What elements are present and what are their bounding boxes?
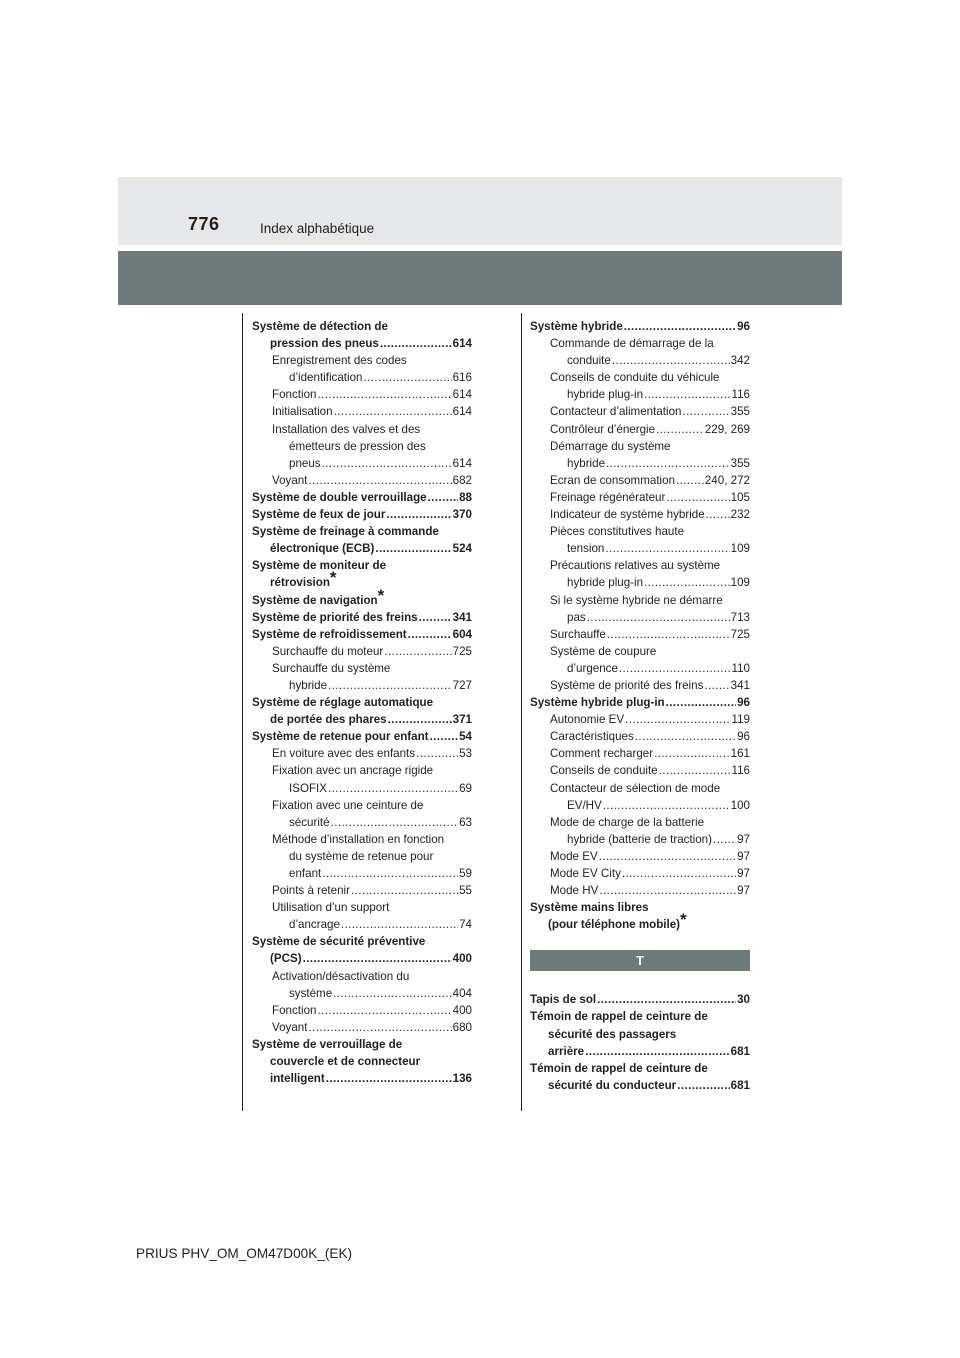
- index-subentry: Précautions relatives au système: [550, 559, 721, 573]
- index-subentry: Démarrage du système: [550, 439, 671, 453]
- index-subentry: hybride plug-in ..... 109: [530, 574, 750, 591]
- index-column-right: [530, 318, 750, 1094]
- index-subentry: Freinage régénérateur ..... 105: [530, 489, 750, 506]
- index-subentry: pneus ..... 614: [252, 455, 472, 472]
- index-subentry: Indicateur de système hybride ..... 232: [530, 506, 750, 523]
- index-subentry: sécurité ..... 63: [252, 814, 472, 831]
- index-subentry: hybride ..... 355: [530, 455, 750, 472]
- index-subentry: tension ..... 109: [530, 540, 750, 557]
- header-dark-band: [118, 251, 842, 305]
- index-subentry: d’ancrage ..... 74: [252, 916, 472, 933]
- index-subentry: Mode EV City ..... 97: [530, 865, 750, 882]
- index-entry: couvercle et de connecteur: [270, 1055, 421, 1069]
- index-entry: Système de détection de: [252, 320, 388, 333]
- index-entry: Système de refroidissement ..... 604: [252, 626, 472, 643]
- index-entry: de portée des phares ..... 371: [252, 711, 472, 728]
- index-subentry: Contacteur d’alimentation ..... 355: [530, 403, 750, 420]
- index-subentry: Surchauffe ..... 725: [530, 626, 750, 643]
- index-entry: (PCS) ..... 400: [252, 950, 472, 967]
- index-subentry: Ecran de consommation ..... 240, 272: [530, 472, 750, 489]
- index-subentry: Pièces constitutives haute: [550, 525, 685, 539]
- index-column-left: [252, 318, 472, 1087]
- letter-heading-t: T: [530, 950, 750, 971]
- index-subentry: Fonction ..... 614: [252, 386, 472, 403]
- index-entry: sécurité du conducteur ..... 681: [530, 1077, 750, 1094]
- index-entry: Système de réglage automatique: [252, 696, 434, 710]
- page-number: 776: [188, 214, 220, 234]
- index-subentry: Commande de démarrage de la: [550, 337, 714, 351]
- index-entry: rétrovision*: [270, 568, 337, 590]
- index-subentry: système ..... 404: [252, 985, 472, 1002]
- index-subentry: Caractéristiques ..... 96: [530, 728, 750, 745]
- index-subentry: Voyant ..... 680: [252, 1019, 472, 1036]
- index-entry: arrière ..... 681: [530, 1043, 750, 1060]
- index-subentry: Si le système hybride ne démarre: [550, 593, 723, 607]
- index-subentry: Voyant ..... 682: [252, 472, 472, 489]
- index-subentry: Comment recharger ..... 161: [530, 745, 750, 762]
- index-entry: Tapis de sol ..... 30: [530, 991, 750, 1008]
- column-divider-middle: [521, 313, 522, 1111]
- index-subentry: Mode HV ..... 97: [530, 882, 750, 899]
- index-subentry: Initialisation ..... 614: [252, 403, 472, 420]
- asterisk-mark: *: [329, 568, 337, 588]
- index-subentry: Installation des valves et des: [272, 422, 421, 436]
- index-subentry: Conseils de conduite du véhicule: [550, 371, 720, 385]
- asterisk-mark: *: [377, 585, 385, 605]
- index-subentry: Contacteur de sélection de mode: [550, 781, 721, 795]
- index-subentry: Système de coupure: [550, 644, 657, 658]
- index-entry: Système de verrouillage de: [252, 1037, 403, 1051]
- index-entry: Système de double verrouillage ..... 88: [252, 489, 472, 506]
- index-entry: Système de sécurité préventive: [252, 935, 426, 949]
- document-footer: PRIUS PHV_OM_OM47D00K_(EK): [136, 1246, 353, 1261]
- section-title: Index alphabétique: [260, 221, 375, 236]
- index-entry: sécurité des passagers: [548, 1027, 677, 1041]
- index-subentry: EV/HV ..... 100: [530, 797, 750, 814]
- index-entry: Système de freinage à commande: [252, 525, 439, 539]
- index-subentry: Fixation avec une ceinture de: [272, 798, 424, 812]
- index-entry: pression des pneus ..... 614: [252, 335, 472, 352]
- index-subentry: émetteurs de pression des: [289, 439, 426, 453]
- index-subentry: Fixation avec un ancrage rigide: [272, 764, 434, 778]
- index-subentry: d’urgence ..... 110: [530, 660, 750, 677]
- index-subentry: En voiture avec des enfants ..... 53: [252, 745, 472, 762]
- index-subentry: Surchauffe du moteur ..... 725: [252, 643, 472, 660]
- index-subentry: hybride (batterie de traction) ..... 97: [530, 831, 750, 848]
- index-subentry: hybride plug-in ..... 116: [530, 386, 750, 403]
- index-subentry: Points à retenir ..... 55: [252, 882, 472, 899]
- index-subentry: Enregistrement des codes: [272, 354, 407, 368]
- index-subentry: pas ..... 713: [530, 609, 750, 626]
- index-subentry: Système de priorité des freins ..... 341: [530, 677, 750, 694]
- index-subentry: Mode de charge de la batterie: [550, 815, 705, 829]
- index-subentry: Mode EV ..... 97: [530, 848, 750, 865]
- index-subentry: d’identification ..... 616: [252, 369, 472, 386]
- index-subentry: du système de retenue pour: [289, 849, 434, 863]
- index-subentry: Utilisation d’un support: [272, 901, 390, 915]
- index-entry: (pour téléphone mobile)*: [548, 910, 687, 932]
- index-entry: Témoin de rappel de ceinture de: [530, 1010, 708, 1024]
- index-subentry: Activation/désactivation du: [272, 969, 410, 983]
- index-entry: Système de priorité des freins ..... 341: [252, 609, 472, 626]
- index-subentry: ISOFIX ..... 69: [252, 780, 472, 797]
- index-entry: électronique (ECB) ..... 524: [252, 540, 472, 557]
- index-entry: Système de feux de jour ..... 370: [252, 506, 472, 523]
- index-entry: intelligent ..... 136: [252, 1070, 472, 1087]
- index-subentry: hybride ..... 727: [252, 677, 472, 694]
- header-band: [118, 177, 842, 245]
- index-subentry: enfant ..... 59: [252, 865, 472, 882]
- asterisk-mark: *: [680, 910, 687, 930]
- index-entry: Système de moniteur de: [252, 559, 387, 573]
- index-subentry: Contrôleur d’énergie ..... 229, 269: [530, 421, 750, 438]
- index-subentry: Fonction ..... 400: [252, 1002, 472, 1019]
- index-entry: Système mains libres: [530, 901, 649, 915]
- index-entry: Système de retenue pour enfant ..... 54: [252, 728, 472, 745]
- column-divider-left: [242, 313, 243, 1111]
- index-entry: Système hybride ..... 96: [530, 318, 750, 335]
- index-subentry: Méthode d’installation en fonction: [272, 832, 445, 846]
- index-entry: Témoin de rappel de ceinture de: [530, 1061, 708, 1075]
- index-entry: Système de navigation*: [252, 585, 385, 607]
- index-subentry: Conseils de conduite ..... 116: [530, 762, 750, 779]
- index-subentry: Autonomie EV ..... 119: [530, 711, 750, 728]
- index-subentry: Surchauffe du système: [272, 661, 391, 675]
- index-entry: Système hybride plug-in ..... 96: [530, 694, 750, 711]
- index-subentry: conduite ..... 342: [530, 352, 750, 369]
